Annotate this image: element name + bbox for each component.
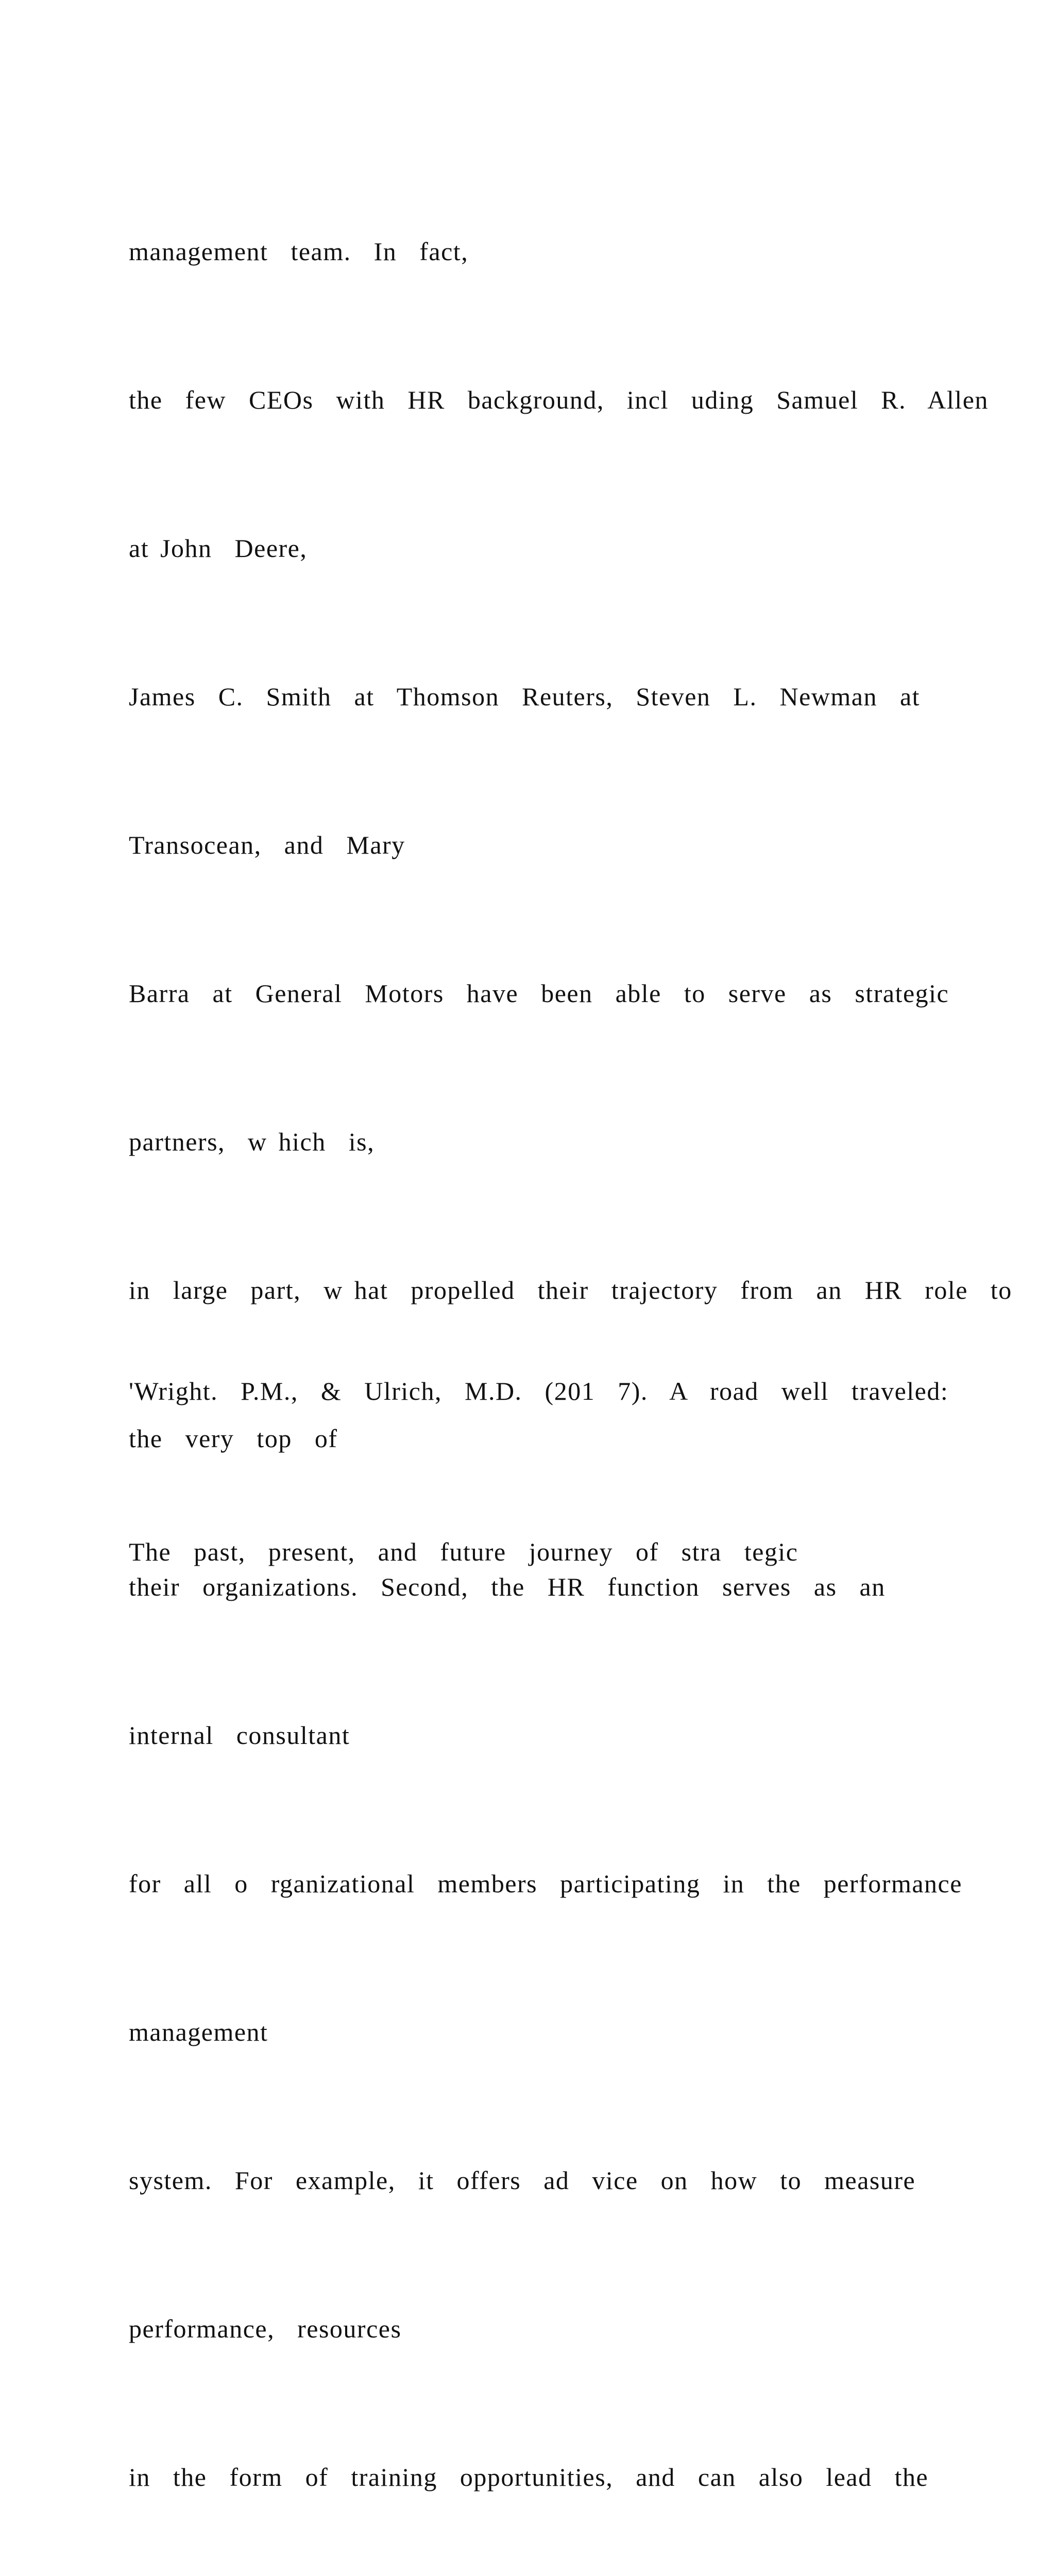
text-line: James C. Smith at Thomson Reuters, Steven L. Newman at (129, 682, 921, 711)
text-line: for all o rganizational members participating in the performance (129, 1869, 962, 1898)
text-line: performance, resources (129, 2314, 402, 2343)
text-line: Barra at General Motors have been able to serve as strategic (129, 979, 949, 1008)
text-line: in large part, w hat propelled their trajectory from an HR role to (129, 1276, 1012, 1304)
text-line: management (129, 2018, 268, 2046)
footnote (129, 1257, 1012, 1686)
text-line: their organizations. Second, the HR function serves as an (129, 1572, 886, 1601)
text-line: the very top of (129, 1424, 338, 1453)
text-line: Transocean, and Mary (129, 831, 405, 859)
text-line: partners, w hich is, (129, 1127, 375, 1156)
footnote-line: The past, present, and future journey of stra tegic (129, 1537, 798, 1566)
text-line: system. For example, it offers ad vice on how to measure (129, 2166, 916, 2195)
text-line: the few CEOs with HR background, incl uding Samuel R. Allen (129, 385, 989, 414)
text-line: management team. In fact, (129, 237, 469, 266)
text-line: at John Deere, (129, 534, 308, 563)
text-line: internal consultant (129, 1721, 350, 1750)
text-line: in the form of training opportunities, and can also lead the (129, 2463, 929, 2492)
footnote-line: 'Wright. P.M., & Ulrich, M.D. (201 7). A road well traveled: (129, 1377, 949, 1405)
